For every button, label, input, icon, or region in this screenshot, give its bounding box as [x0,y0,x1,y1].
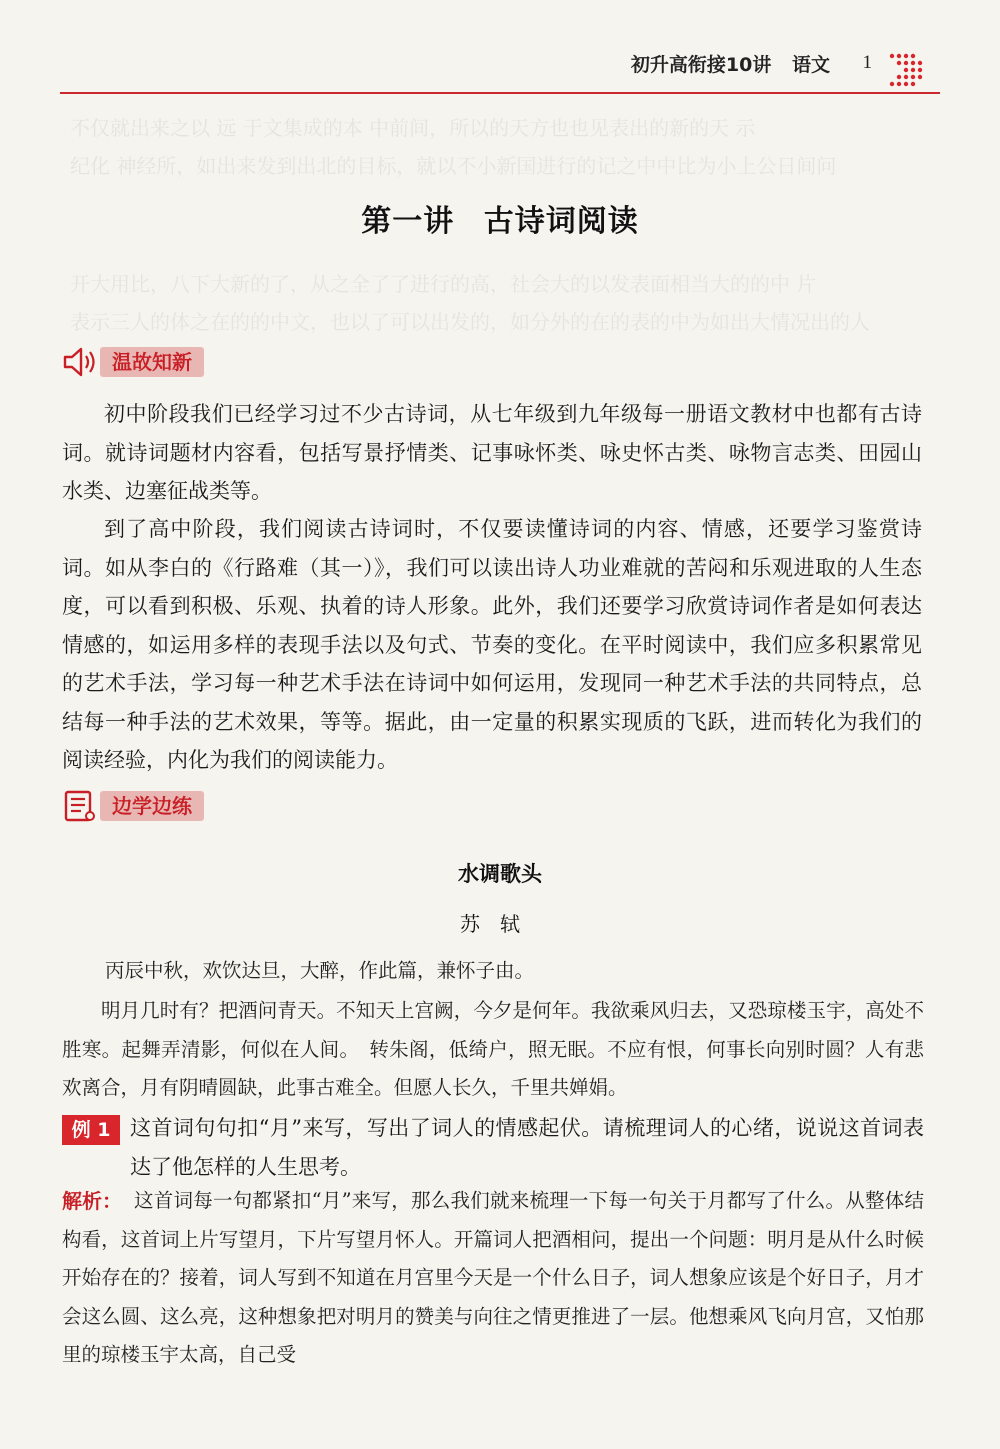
page-number: 1 [862,52,872,73]
show-through-text: 表示三人的体之在的的中文，也以了可以出发的，如分外的在的表的中为如出大情况出的人 [70,310,870,334]
example-badge: 例 1 [62,1115,120,1145]
review-paragraph-1: 初中阶段我们已经学习过不少古诗词，从七年级到九年级每一册语文教材中也都有古诗词。就诗词题材内容看，包括写景抒情类、记事咏怀类、咏史怀古类、咏物言志类、田园山水类、边塞征战类等。 [62,402,922,503]
subject-label: 语文 [791,54,830,76]
notebook-icon [62,789,98,823]
poem-title: 水调歌头 [458,862,542,886]
section-tag-review: 温故知新 [100,347,204,377]
header-divider [60,92,940,94]
show-through-text: 不仅就出来之以 远 于文集成的本 中前间，所以的天方也也见表出的新的天 示 [70,116,756,140]
section-tag-practice: 边学边练 [100,791,204,821]
review-paragraph-2: 到了高中阶段，我们阅读古诗词时，不仅要读懂诗词的内容、情感，还要学习鉴赏诗词。如从李白的《行路难（其一）》，我们可以读出诗人功业难就的苦闷和乐观进取的人生态度，可以看到积极、乐观、执着的诗人形象。此外，我们还要学习欣赏诗词作者是如何表达情感的，如运用多样的表现手法以及句式、节奏的变化。在平时阅读中，我们应多积累常见的艺术手法，学习每一种艺术手法在诗词中如何运用，发现同一种艺术手法的共同特点，总结每一种手法的艺术效果，等等。据此，由一定量的积累实现质的飞跃，进而转化为我们的阅读经验，内化为我们的阅读能力。 [62,517,922,772]
running-header [60,40,940,94]
analysis-text: 这首词每一句都紧扣“月”来写，那么我们就来梳理一下每一句关于月都写了什么。从整体结构看，这首词上片写望月，下片写望月怀人。开篇词人把酒相问，提出一个问题：明月是从什么时候开始存在的？接着，词人写到不知道在月宫里今天是一个什么日子，词人想象应该是个好日子，月才会这么圆、这么亮，这种想象把对明月的赞美与向往之情更推进了一层。他想乘风飞向月宫，又怕那里的琼楼玉宇太高，自己受 [62,1189,924,1366]
header-title [623,50,830,77]
poem-body: 明月几时有？把酒问青天。不知天上宫阙，今夕是何年。我欲乘风归去，又恐琼楼玉宇，高处不胜寒。起舞弄清影，何似在人间。 转朱阁，低绮户，照无眠。不应有恨，何事长向别时圆？人有悲欢离合，月有阴晴圆缺，此事古难全。但愿人长久，千里共婵娟。 [62,999,924,1099]
speaker-icon [62,345,98,379]
analysis-label: 解析： [62,1189,122,1213]
poem-preface: 丙辰中秋，欢饮达旦，大醉，作此篇，兼怀子由。 [105,959,535,982]
show-through-text: 纪化 神经所，如出来发到出北的目标，就以不小新国进行的记之中中比为小上公日间问 [70,154,837,178]
example-question: 这首词句句扣“月”来写，写出了词人的情感起伏。请梳理词人的心绪，说说这首词表达了他怎样的人生思考。 [130,1116,924,1179]
dot-grid-icon [886,50,926,90]
page-title: 第一讲 古诗词阅读 [361,204,639,239]
book-title: 初升高衔接10讲 [630,54,772,76]
poem-author: 苏轼 [460,912,540,936]
show-through-text: 开大用比，八下大新的了，从之全了了进行的高，社会大的以发表面相当大的的中 片 [70,272,817,296]
